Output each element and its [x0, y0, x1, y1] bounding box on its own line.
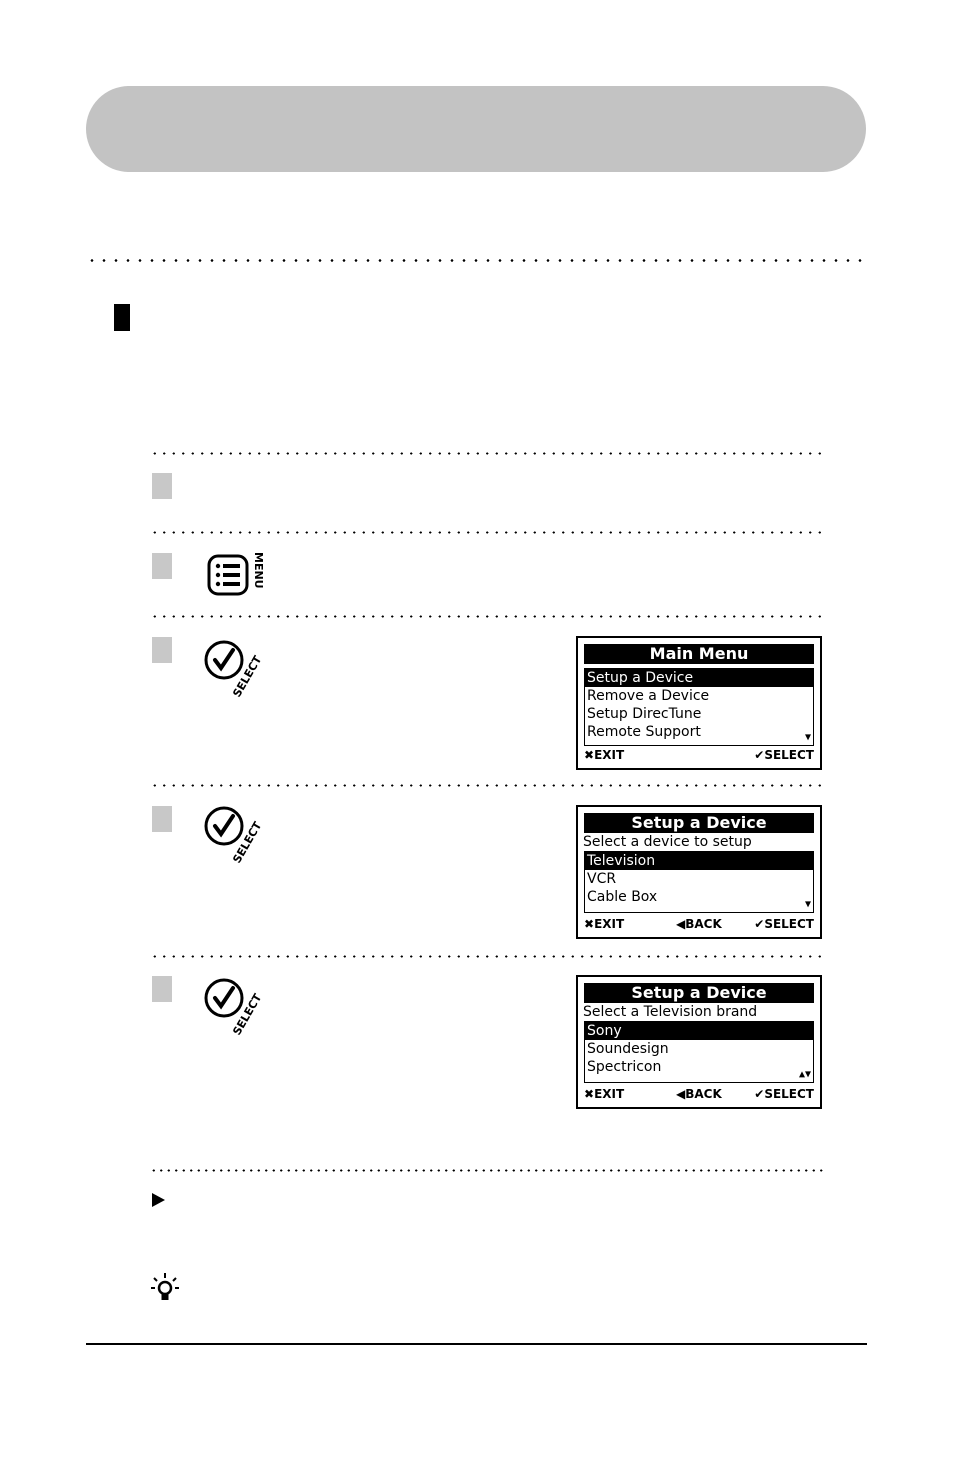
- select-button-icon: [201, 976, 273, 1040]
- scroll-down-icon: ▼: [804, 732, 811, 743]
- select-label: SELECT: [764, 1087, 814, 1101]
- select-label: SELECT: [764, 748, 814, 762]
- section-marker: [114, 304, 130, 331]
- list-item[interactable]: Remove a Device: [587, 688, 710, 704]
- lcd-screen-main-menu: [576, 636, 822, 770]
- exit-softkey[interactable]: ✖EXIT: [584, 917, 625, 931]
- back-label: BACK: [685, 1087, 722, 1101]
- arrow-right-icon: [151, 1191, 167, 1209]
- screen-title: Setup a Device: [584, 813, 814, 833]
- back-label: BACK: [685, 917, 722, 931]
- screen-footer: [584, 917, 814, 933]
- scroll-down-icon: ▼: [804, 899, 811, 910]
- menu-label: MENU: [252, 552, 265, 589]
- screen-footer: [584, 748, 814, 764]
- scroll-up-down-icon: ▲▼: [798, 1069, 811, 1080]
- select-label: SELECT: [230, 819, 265, 866]
- lcd-screen-select-brand: [576, 975, 822, 1109]
- chapter-header-band: [86, 86, 866, 172]
- list-item[interactable]: Setup DirecTune: [587, 706, 702, 722]
- list-item[interactable]: Soundesign: [587, 1041, 669, 1057]
- list-item[interactable]: Remote Support: [587, 724, 701, 740]
- step-number-box: [152, 637, 172, 663]
- screen-subtitle: Select a Television brand: [583, 1004, 758, 1020]
- step-number-box: [152, 473, 172, 499]
- select-label: SELECT: [230, 991, 265, 1038]
- exit-softkey[interactable]: ✖EXIT: [584, 748, 625, 762]
- step-divider: [150, 531, 826, 534]
- step-divider: [150, 615, 826, 618]
- lightbulb-icon: [150, 1272, 180, 1304]
- select-button-icon: [201, 638, 273, 702]
- exit-label: EXIT: [594, 1087, 625, 1101]
- select-softkey[interactable]: ✔SELECT: [754, 917, 814, 931]
- step-divider: [150, 955, 826, 958]
- list-item[interactable]: Spectricon: [587, 1059, 662, 1075]
- back-softkey[interactable]: ◀BACK: [676, 917, 722, 931]
- back-softkey[interactable]: ◀BACK: [676, 1087, 722, 1101]
- select-label: SELECT: [764, 917, 814, 931]
- step-number-box: [152, 806, 172, 832]
- select-label: SELECT: [230, 653, 265, 700]
- list-item[interactable]: Cable Box: [587, 889, 658, 905]
- list-item-selected[interactable]: Sony: [585, 1022, 813, 1040]
- list-item[interactable]: VCR: [587, 871, 617, 887]
- screen-footer: [584, 1087, 814, 1103]
- step-divider: [150, 784, 826, 787]
- step-number-box: [152, 553, 172, 579]
- screen-subtitle: Select a device to setup: [583, 834, 752, 850]
- list-item-selected[interactable]: Television: [585, 852, 813, 870]
- brand-list: [584, 1021, 814, 1083]
- menu-list: [584, 668, 814, 746]
- step-divider: [150, 1169, 826, 1172]
- footer-rule: [86, 1343, 867, 1345]
- section-divider: [86, 259, 868, 262]
- select-button-icon: [201, 804, 273, 868]
- exit-softkey[interactable]: ✖EXIT: [584, 1087, 625, 1101]
- lcd-screen-setup-device: [576, 805, 822, 939]
- select-softkey[interactable]: ✔SELECT: [754, 1087, 814, 1101]
- exit-label: EXIT: [594, 917, 625, 931]
- exit-label: EXIT: [594, 748, 625, 762]
- step-number-box: [152, 976, 172, 1002]
- screen-title: Setup a Device: [584, 983, 814, 1003]
- device-list: [584, 851, 814, 913]
- step-divider: [150, 452, 826, 455]
- menu-button-icon: [207, 550, 271, 600]
- screen-title: Main Menu: [584, 644, 814, 664]
- select-softkey[interactable]: ✔SELECT: [754, 748, 814, 762]
- list-item-selected[interactable]: Setup a Device: [585, 669, 813, 687]
